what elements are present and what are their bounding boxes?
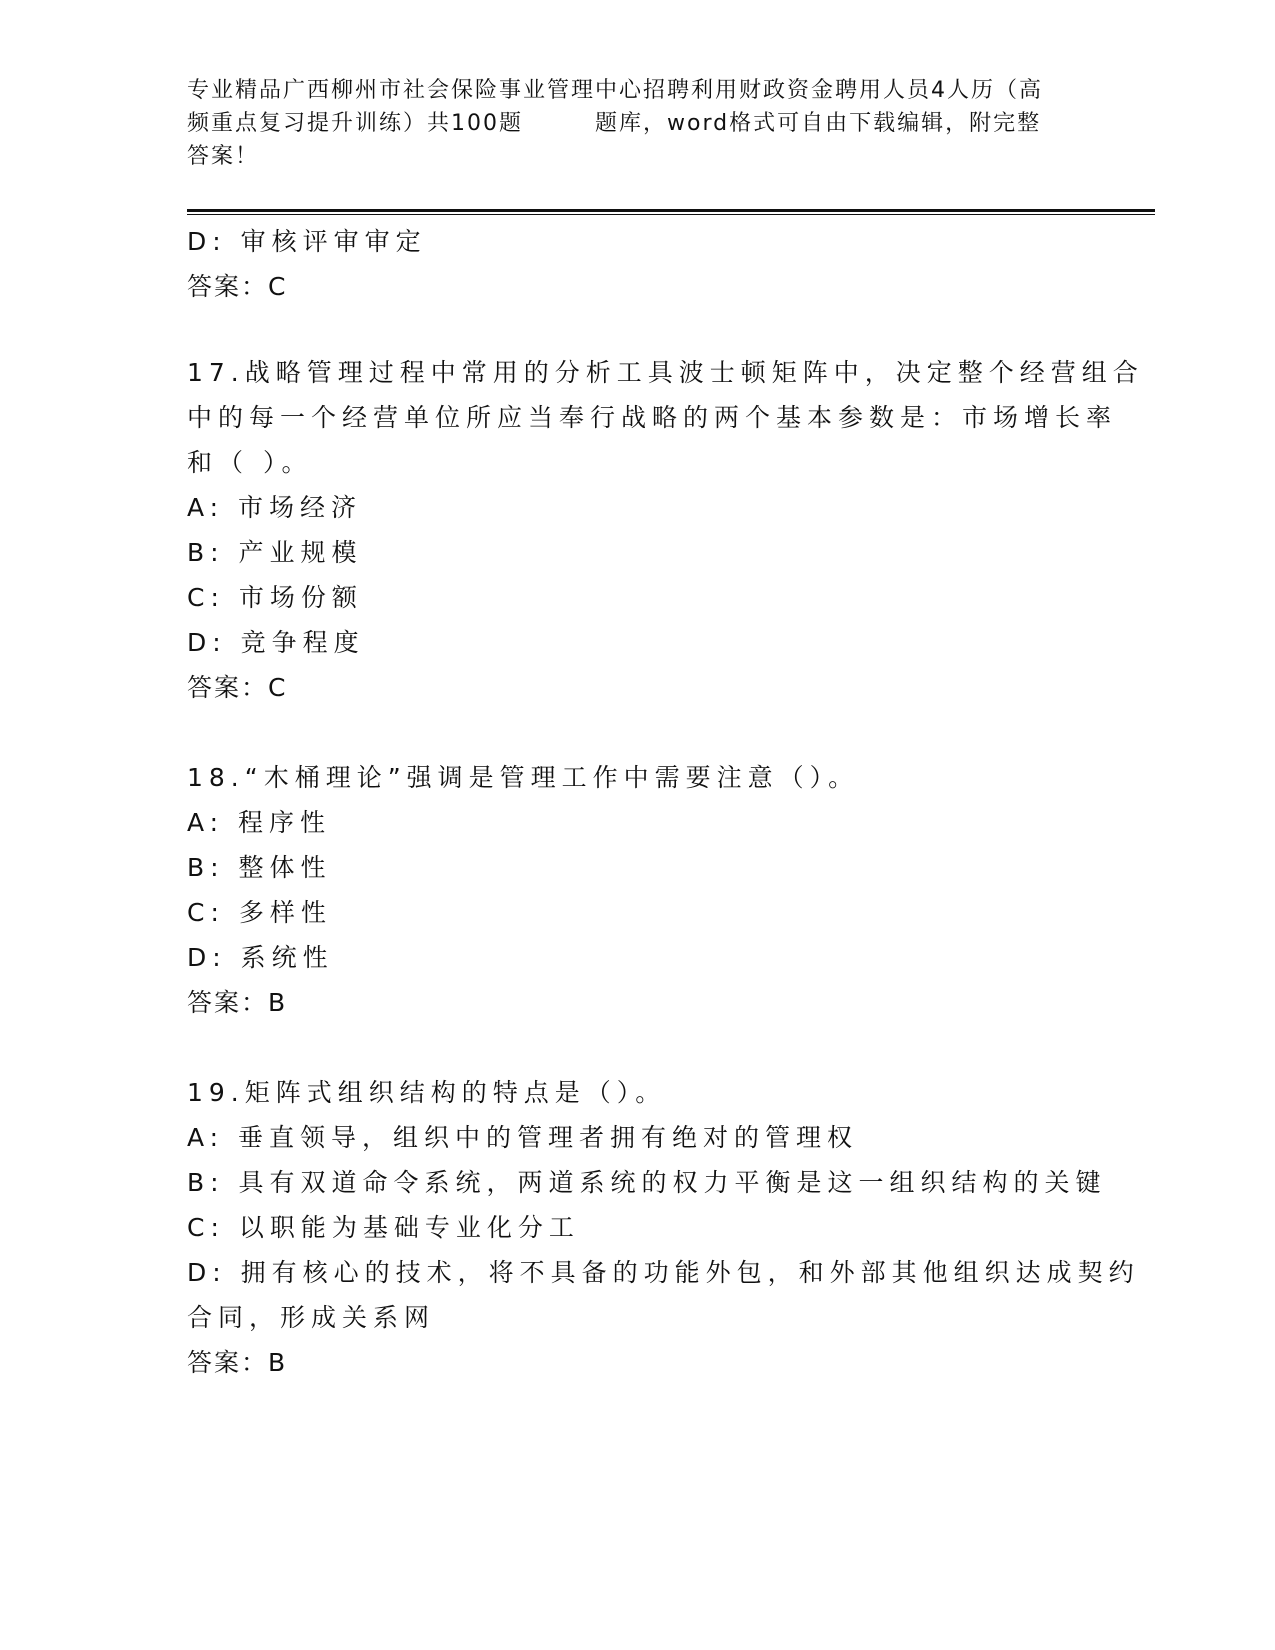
header-divider-thick [187,209,1155,212]
q19-option-a: A: 垂直领导，组织中的管理者拥有绝对的管理权 [187,1123,859,1152]
q18-option-a: A: 程序性 [187,808,332,837]
q17-stem-line-2: 中的每一个经营单位所应当奉行战略的两个基本参数是：市场增长率 [187,403,1118,432]
q17-option-d: D: 竞争程度 [187,628,365,657]
q18-option-d: D: 系统性 [187,943,334,972]
header-line-2a: 频重点复习提升训练）共100题 [187,111,523,136]
header-line-2b: 题库，word格式可自由下载编辑，附完整 [595,111,1042,136]
q17-option-a: A: 市场经济 [187,493,363,522]
q18-option-c: C: 多样性 [187,898,332,927]
prev-answer: 答案：C [187,272,288,301]
prev-option-d: D: 审核评审审定 [187,227,427,256]
q17-stem-line-3: 和（ ）。 [187,448,313,477]
q17-option-b: B: 产业规模 [187,538,363,567]
header-divider-thin [187,214,1155,215]
q19-option-d: D: 拥有核心的技术，将不具备的功能外包，和外部其他组织达成契约 [187,1258,1140,1287]
document-header [187,74,1087,173]
q19-option-b: B: 具有双道命令系统，两道系统的权力平衡是这一组织结构的关键 [187,1168,1107,1197]
header-line-3: 答案！ [187,144,260,169]
q18-answer: 答案：B [187,988,288,1017]
q17-answer: 答案：C [187,673,288,702]
q19-stem: 19.矩阵式组织结构的特点是（）。 [187,1078,667,1107]
header-line-1: 专业精品广西柳州市社会保险事业管理中心招聘利用财政资金聘用人员4人历（高 [187,78,1043,103]
header-line-2 [187,107,1087,140]
q19-option-d-cont: 合同，形成关系网 [187,1303,436,1332]
q19-option-c: C: 以职能为基础专业化分工 [187,1213,580,1242]
q19-answer: 答案：B [187,1348,288,1377]
q17-stem-line-1: 17.战略管理过程中常用的分析工具波士顿矩阵中，决定整个经营组合 [187,358,1144,387]
q17-option-c: C: 市场份额 [187,583,363,612]
q18-stem: 18.“木桶理论”强调是管理工作中需要注意（）。 [187,763,860,792]
q18-option-b: B: 整体性 [187,853,332,882]
